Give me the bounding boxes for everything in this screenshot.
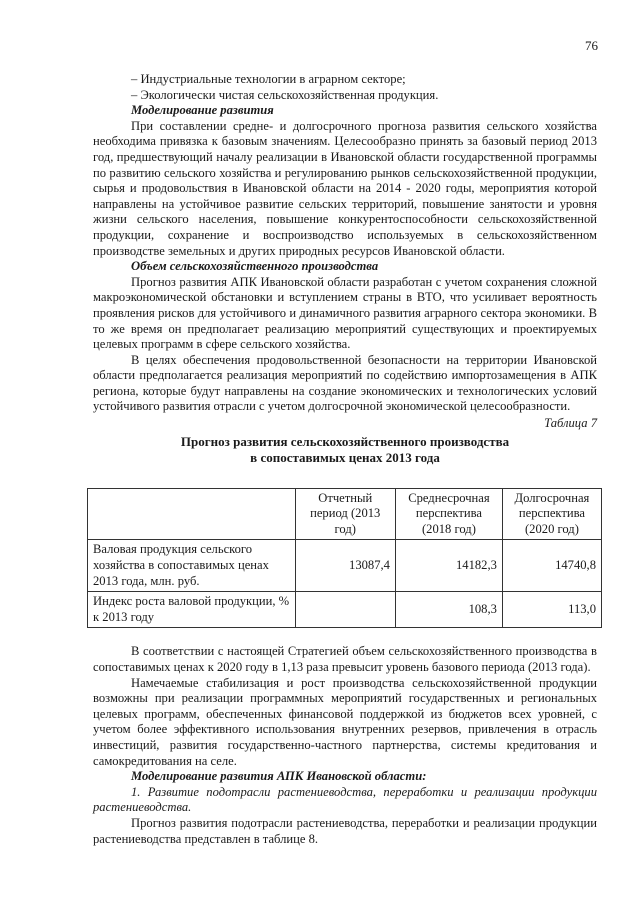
table-header-cell: Долгосрочная перспектива (2020 год) <box>502 488 601 540</box>
paragraph: В целях обеспечения продовольственной безопасности на территории Ивановской области предполагается реализация мероприятий по содействию импортозамещения в АПК региона, которые будут направлены на создание экономических и технологических условий устойчивого развития отрасли с учетом долгосрочной экономической целесообразности. <box>93 352 597 414</box>
table-cell: 13087,4 <box>295 540 395 592</box>
list-item: – Экологически чистая сельскохозяйственная продукция. <box>131 87 439 102</box>
table-cell: 14182,3 <box>395 540 502 592</box>
table-label: Таблица 7 <box>544 416 597 431</box>
section-heading: Объем сельскохозяйственного производства <box>131 259 379 274</box>
table-cell: 113,0 <box>502 592 601 628</box>
paragraph: Прогноз развития АПК Ивановской области разработан с учетом сохранения сложной макроэкономической обстановки и вступлением страны в ВТО, что усиливает вероятность проявления рисков для устойчивого и динамичного развития аграрного сектора экономики. В то же время он предполагает реализацию мероприятий существующих и проектируемых целевых программ в сфере сельского хозяйства. <box>93 274 597 352</box>
subsection-heading: 1. Развитие подотрасли растениеводства, переработки и реализации продукции растениеводства. <box>93 784 597 815</box>
section-heading: Моделирование развития <box>131 103 274 118</box>
table-row <box>88 592 602 628</box>
list-item: – Индустриальные технологии в аграрном секторе; <box>131 72 406 86</box>
paragraph: Намечаемые стабилизация и рост производства сельскохозяйственной продукции возможны при реализации программных мероприятий государственных и региональных целевых программ, обеспеченных финансовой поддержкой из бюджетов всех уровней, с учетом более эффективного использования внутренних резервов, привлечения в отрасль инвестиций, развития государственно-частного партнерства, системы кредитования и самокредитования на селе. <box>93 675 597 768</box>
table-header-row <box>88 488 602 540</box>
table-header-cell: Среднесрочная перспектива (2018 год) <box>395 488 502 540</box>
table-title-line: в сопоставимых ценах 2013 года <box>250 449 440 465</box>
table-cell <box>295 592 395 628</box>
table-cell: 108,3 <box>395 592 502 628</box>
table-header-cell: Отчетный период (2013 год) <box>295 488 395 540</box>
section-heading: Моделирование развития АПК Ивановской области: <box>131 769 427 784</box>
paragraph: Прогноз развития подотрасли растениеводства, переработки и реализации продукции растениеводства представлен в таблице 8. <box>93 815 597 846</box>
forecast-table <box>87 488 602 629</box>
page-content <box>93 72 597 847</box>
table-row-label: Валовая продукция сельского хозяйства в сопоставимых ценах 2013 года, млн. руб. <box>88 540 296 592</box>
paragraph: При составлении средне- и долгосрочного прогноза развития сельского хозяйства необходима привязка к базовым значениям. Целесообразно принять за базовый период 2013 год, предшествующий началу реализации в Ивановской области государственной программы по развитию сельского хозяйства и регулированию рынков сельскохозяйственной продукции, сырья и продовольствия в Ивановской области на 2014 - 2020 годы, мероприятия которой направлены на устойчивое развитие сельских территорий, повышение занятости и уровня жизни сельского населения, повышение конкурентоспособности сельскохозяйственной продукции, сохранение и воспроизводство используемых в сельскохозяйственном производстве земельных и других природных ресурсов Ивановской области. <box>93 118 597 258</box>
table-header-cell <box>88 488 296 540</box>
table-row-label: Индекс роста валовой продукции, % к 2013 году <box>88 592 296 628</box>
paragraph: В соответствии с настоящей Стратегией объем сельскохозяйственного производства в сопоставимых ценах к 2020 году в 1,13 раза превысит уровень базового периода (2013 года). <box>93 644 597 674</box>
table-cell: 14740,8 <box>502 540 601 592</box>
table-title-line: Прогноз развития сельскохозяйственного производства <box>180 433 510 449</box>
table-row <box>88 540 602 592</box>
page-number: 76 <box>585 38 598 53</box>
table-title <box>93 434 597 466</box>
